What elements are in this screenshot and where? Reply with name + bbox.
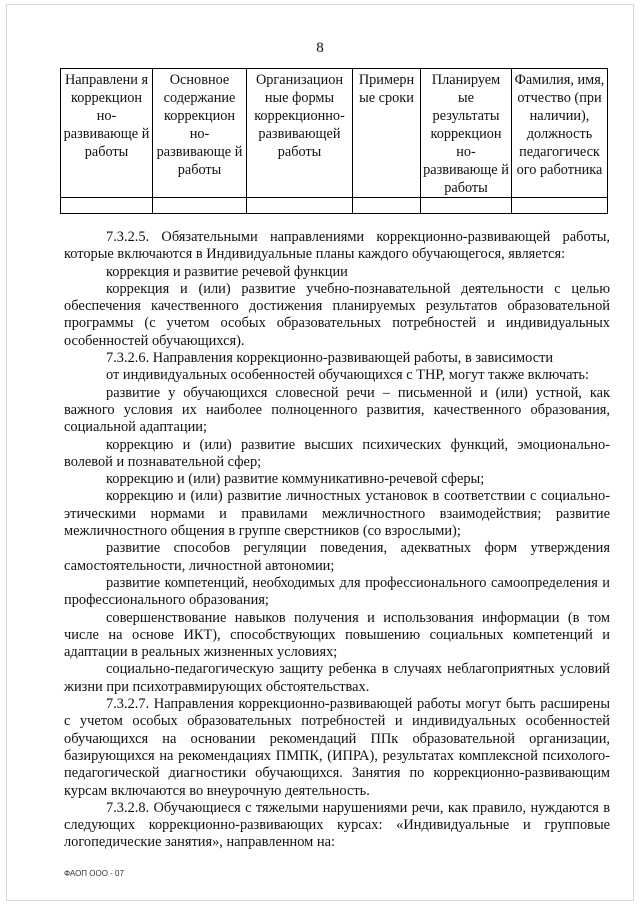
table-header-cell: Организацион ные формы коррекционно-развивающей работы [247,69,353,198]
paragraph: 7.3.2.5. Обязательными направлениями коррекционно-развивающей работы, которые включаются в Индивидуальные планы каждого обучающегося, является: [64,229,610,263]
footer-label: ФАОП ООО - 07 [64,869,124,878]
paragraph: коррекцию и (или) развитие личностных установок в соответствии с социально-этическими нормами и правилами межличностного взаимодействия; развитие межличностного общения в группе сверстников (со взрослыми); [64,488,610,540]
table-header-cell: Фамилия, имя, отчество (при наличии), должность педагогическ ого работника [512,69,608,198]
table-row [61,198,608,214]
table-cell [247,198,353,214]
paragraph: совершенствование навыков получения и использования информации (в том числе на основе ИКТ), способствующих повышению социальных компетенций и адаптации в реальных жизненных условиях; [64,609,610,661]
paragraph: коррекция и развитие речевой функции [106,263,348,280]
paragraph: развитие компетенций, необходимых для профессионального самоопределения и профессионального образования; [64,574,610,609]
table-cell [512,198,608,214]
paragraph: развитие способов регуляции поведения, адекватных форм утверждения самостоятельности, личностной автономии; [64,540,610,574]
paragraph: коррекция и (или) развитие учебно-познавательной деятельности с целью обеспечения качественного достижения планируемых результатов образовательной программы (с учетом особых образовательных потребностей и индивидуальных особенностей обучающихся). [64,280,610,349]
table-header-row [61,69,608,198]
table-cell [421,198,512,214]
paragraph: социально-педагогическую защиту ребенка в случаях неблагоприятных условий жизни при психотравмирующих обстоятельствах. [64,661,610,695]
table-header-cell: Планируем ые результаты коррекцион но-развивающе й работы [421,69,512,198]
table-header-cell: Примерн ые сроки [353,69,421,198]
plan-table [60,68,608,214]
table-cell [353,198,421,214]
paragraph: коррекцию и (или) развитие коммуникативно-речевой сферы; [106,471,485,488]
table-header-cell: Направлени я коррекцион но-развивающе й работы [61,69,153,198]
table-cell [153,198,247,214]
paragraph: 7.3.2.8. Обучающиеся с тяжелыми нарушениями речи, как правило, нуждаются в следующих коррекционно-развивающих курсах: «Индивидуальные и групповые логопедические занятия», направленном на: [64,799,610,851]
paragraph: развитие у обучающихся словесной речи – письменной и (или) устной, как важного условия их наиболее полноценного развития, качественного образования, социальной адаптации; [64,384,610,436]
body-text [64,229,610,852]
paragraph: 7.3.2.7. Направления коррекционно-развивающей работы могут быть расширены с учетом особых образовательных потребностей и индивидуальных особенностей обучающихся на основании рекомендаций ППк образовательной организации, базирующихся на рекомендациях ПМПК, (ИПРА), результатах комплексной психолого-педагогической диагностики обучающихся. Занятия по коррекционно-развивающим курсам включаются во внеурочную деятельность. [64,696,610,799]
paragraph: коррекцию и (или) развитие высших психических функций, эмоционально-волевой и познавательной сфер; [64,436,610,470]
table-header-cell: Основное содержание коррекцион но-развивающе й работы [153,69,247,198]
paragraph: 7.3.2.6. Направления коррекционно-развивающей работы, в зависимости [106,350,554,367]
paragraph: от индивидуальных особенностей обучающихся с ТНР, могут также включать: [106,367,589,384]
table-cell [61,198,153,214]
page-number: 8 [316,40,324,56]
